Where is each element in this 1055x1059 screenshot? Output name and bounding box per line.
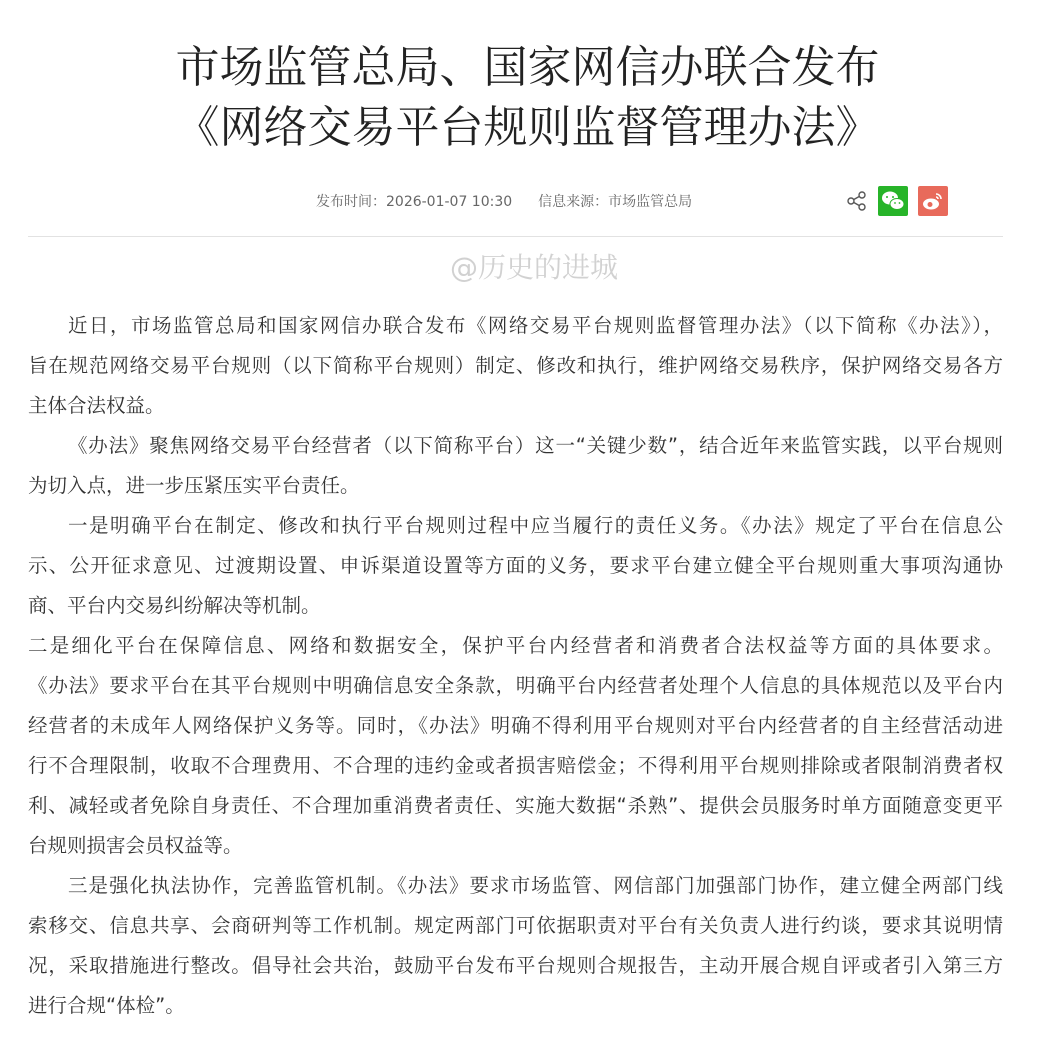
paragraph-line: 示、公开征求意见、过渡期设置、申诉渠道设置等方面的义务，要求平台建立健全平台规则重大事项沟通协 (28, 554, 1003, 577)
paragraph (28, 426, 1003, 506)
paragraph-line: 一是明确平台在制定、修改和执行平台规则过程中应当履行的责任义务。《办法》规定了平台在信息公 (68, 514, 1003, 537)
paragraph-line: 近日，市场监管总局和国家网信办联合发布《网络交易平台规则监督管理办法》（以下简称《办法》）， (68, 314, 1003, 337)
paragraph-line: 二是细化平台在保障信息、网络和数据安全，保护平台内经营者和消费者合法权益等方面的具体要求。 (28, 634, 1003, 657)
paragraph-line: 《办法》要求平台在其平台规则中明确信息安全条款，明确平台内经营者处理个人信息的具体规范以及平台内 (28, 674, 1003, 697)
paragraph-line: 台规则损害会员权益等。 (28, 834, 243, 857)
paragraph-line: 况，采取措施进行整改。倡导社会共治，鼓励平台发布平台规则合规报告，主动开展合规自评或者引入第三方 (28, 954, 1003, 977)
paragraph-line: 进行合规“体检”。 (28, 994, 185, 1017)
info-source: 信息来源：市场监管总局 (538, 194, 693, 210)
paragraph-line: 经营者的未成年人网络保护义务等。同时，《办法》明确不得利用平台规则对平台内经营者的自主经营活动进 (28, 714, 1003, 737)
share-icon[interactable] (846, 190, 868, 212)
paragraph-line: 行不合理限制，收取不合理费用、不合理的违约金或者损害赔偿金；不得利用平台规则排除或者限制消费者权 (28, 754, 1003, 777)
paragraph-line: 《办法》聚焦网络交易平台经营者（以下简称平台）这一“关键少数”，结合近年来监管实践，以平台规则 (68, 434, 1003, 457)
paragraph-line: 索移交、信息共享、会商研判等工作机制。规定两部门可依据职责对平台有关负责人进行约谈，要求其说明情 (28, 914, 1003, 937)
weibo-icon[interactable] (918, 186, 948, 216)
divider (28, 236, 1003, 237)
paragraph (28, 866, 1003, 1026)
paragraph (28, 506, 1003, 626)
article-meta (316, 191, 692, 211)
article-title-line-1: 市场监管总局、国家网信办联合发布 (175, 42, 880, 93)
wechat-icon[interactable] (878, 186, 908, 216)
watermark: @历史的进城 (450, 251, 619, 284)
paragraph-line: 利、减轻或者免除自身责任、不合理加重消费者责任、实施大数据“杀熟”、提供会员服务时单方面随意变更平 (28, 794, 1003, 817)
article-title-line-2: 《网络交易平台规则监督管理办法》 (175, 102, 880, 153)
paragraph (28, 626, 1003, 866)
paragraph-line: 三是强化执法协作，完善监管机制。《办法》要求市场监管、网信部门加强部门协作，建立健全两部门线 (68, 874, 1003, 897)
paragraph-line: 为切入点，进一步压紧压实平台责任。 (28, 474, 360, 497)
paragraph-line: 商、平台内交易纠纷解决等机制。 (28, 594, 321, 617)
paragraph-line: 主体合法权益。 (28, 394, 165, 417)
paragraph (28, 306, 1003, 426)
article-body (28, 306, 1003, 1026)
publish-time: 发布时间：2026-01-07 10:30 (316, 194, 513, 210)
paragraph-line: 旨在规范网络交易平台规则（以下简称平台规则）制定、修改和执行，维护网络交易秩序，保护网络交易各方 (28, 354, 1003, 377)
share-bar (846, 186, 948, 216)
